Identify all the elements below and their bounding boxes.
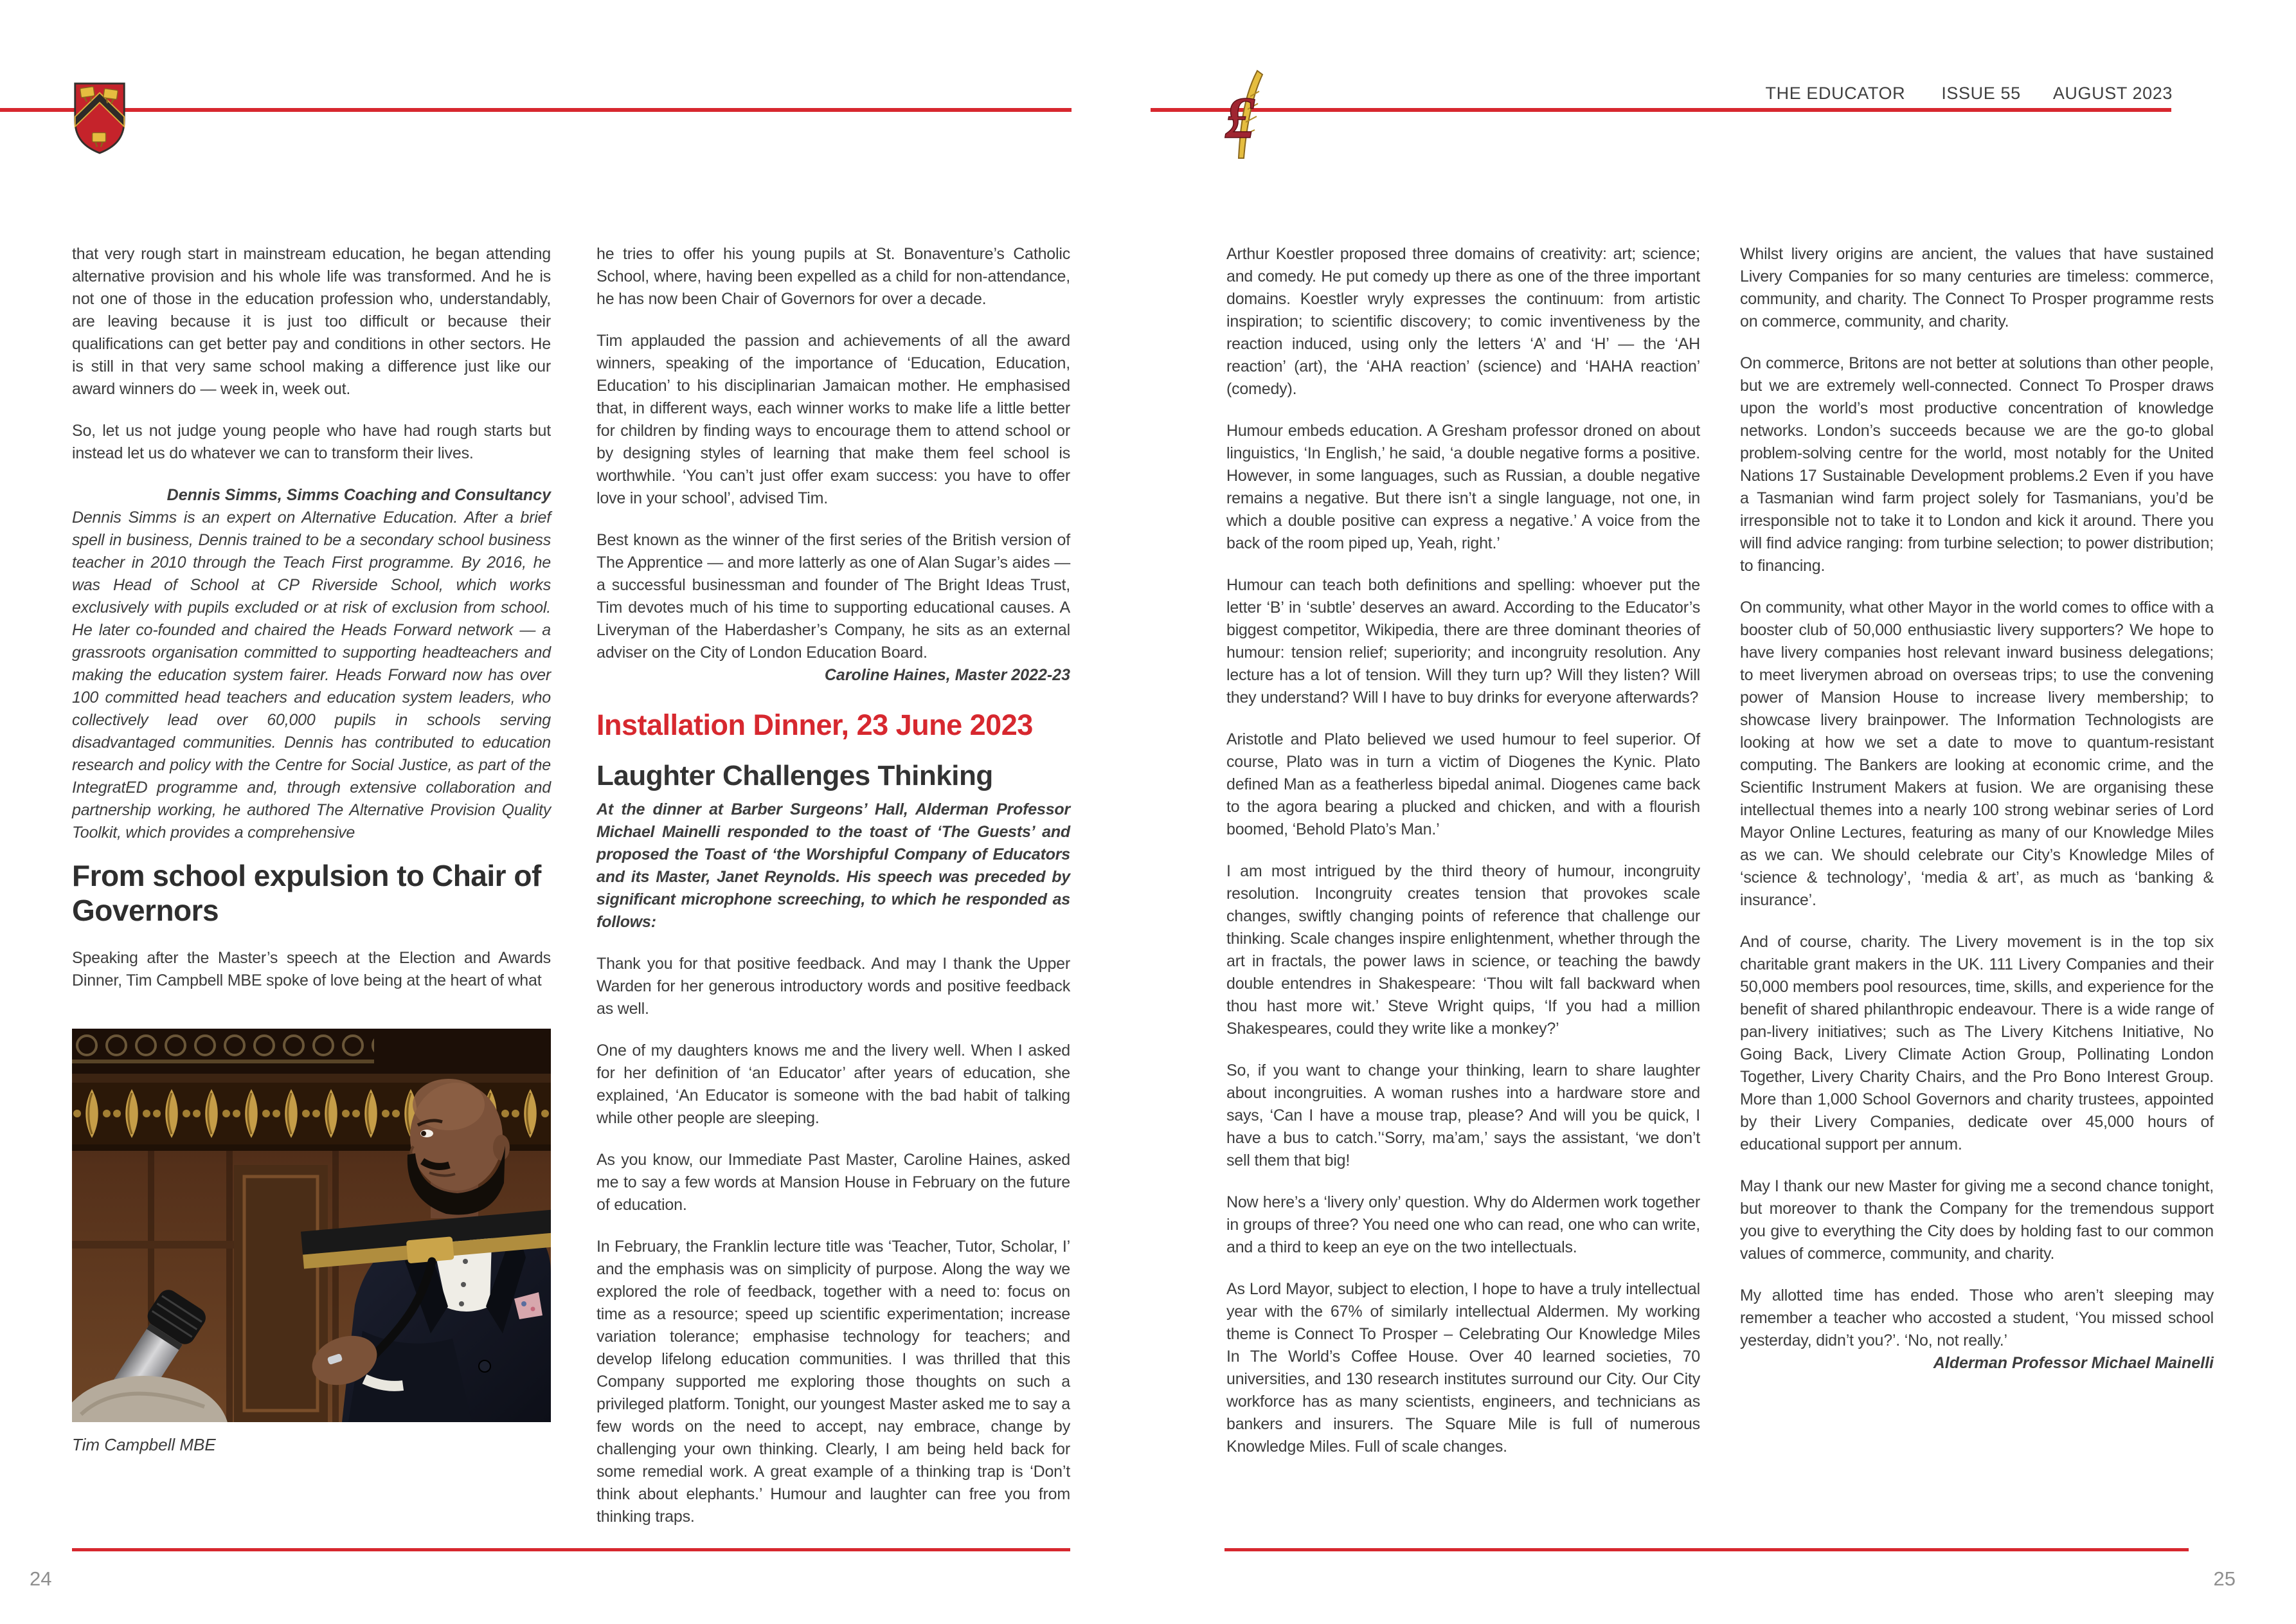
publication-title: THE EDUCATOR: [1765, 84, 1906, 103]
column-4: [1740, 243, 2214, 1375]
bio-paragraph: Dennis Simms is an expert on Alternative Education. After a brief spell in business, Dennis trained to be a secondary school business teacher in 2010 through the Teach First programme. By 2016, he was Head of School at CP Riverside School, which works exclusively with pupils excluded or at risk of exclusion from school. He later co-founded and chaired the Heads Forward network — a grassroots organisation committed to supporting headteachers and making the education system fairer. Heads Forward now has over 100 committed head teachers and education system leaders, who collectively lead over 60,000 pupils in schools serving disadvantaged communities. Dennis has contributed to education research and policy with the Centre for Social Justice, as part of the IntegratED programme and, through extensive collaboration and partnership working, he authored The Alternative Provision Quality Toolkit, which provides a comprehensive: [72, 509, 551, 842]
paragraph: On commerce, Britons are not better at solutions than other people, but we are extremely well-connected. Connect To Prosper draws upon the world’s most productive concentration of knowledge networks. London’s succeeds because we are the go-to global problem-solving centre for the world, most notably for the United Nations 17 Sustainable Development problems.2 Even if you have a Tasmanian wind farm project solely for Tasmanians, you’d be irresponsible not to take it to London and kick it around. There you will find advice ranging: from turbine selection; to power distribution; to financing.: [1740, 354, 2214, 575]
paragraph: I am most intrigued by the third theory of humour, incongruity resolution. Incongruity creates tension that provokes scale changes, swiftly changing points of reference that challenge our thinking. Scale changes inspire enlightenment, whether through the art in fractals, the power laws in science, or teaching the bawdy double entendres in Shakespeare: ‘Thou wilt fall backward when thou hast more wit.’ Steve Wright quips, ‘If you had a million Shakespeares, could they write like a monkey?’: [1226, 862, 1700, 1038]
page-number-left: 24: [30, 1567, 52, 1590]
paragraph: Aristotle and Plato believed we used humour to feel superior. Of course, Plato was in turn a victim of Diogenes the Kynic. Plato defined Man as a featherless bipedal animal. Diogenes came back to the agora bearing a plucked and chicken, and with a flourish boomed, ‘Behold Plato’s Man.’: [1226, 730, 1700, 838]
paragraph: Thank you for that positive feedback. And may I thank the Upper Warden for her generous introductory words and positive feedback as well.: [596, 955, 1070, 1018]
paragraph: that very rough start in mainstream education, he began attending alternative provision and his whole life was transformed. And he is not one of those in the education profession who, understandably, are leaving because it is just too difficult or because their qualifications can get better pay and conditions in other sectors. He is still in that very same school making a difference just like our award winners do — week in, week out.: [72, 245, 551, 398]
paragraph: he tries to offer his young pupils at St. Bonaventure’s Catholic School, where, having been expelled as a child for non-attendance, he has now been Chair of Governors for over a decade.: [596, 245, 1070, 308]
paragraph: Humour embeds education. A Gresham professor droned on about linguistics, ‘In English,’ he said, ‘a double negative forms a positive. However, in some languages, such as Russian, a double negative remains a negative. But there isn’t a single language, not one, in which a double positive can express a negative.’ A voice from the back of the room piped up, Yeah, right.’: [1226, 422, 1700, 552]
paragraph: Now here’s a ‘livery only’ question. Why do Aldermen work together in groups of three? You need one who can read, one who can write, and a third to keep an eye on the two intellectuals.: [1226, 1193, 1700, 1256]
paragraph: Tim applauded the passion and achievements of all the award winners, speaking of the importance of ‘Education, Education, Education’ to his disciplinarian Jamaican mother. He emphasised that, in different ways, each winner works to make life a little better for children by finding ways to encourage them to attend school or by designing styles of learning that make them feel school is worthwhile. ‘You can’t just offer exam success: you have to offer love in your school’, advised Tim.: [596, 332, 1070, 507]
header-rule-left: [0, 108, 1072, 112]
column-2: [596, 243, 1070, 1547]
column-3: [1226, 243, 1700, 1477]
paragraph: Best known as the winner of the first series of the British version of The Apprentice — and more latterly as one of Alan Sugar’s aides — a successful businessman and founder of The Bright Ideas Trust, Tim devotes much of his time to supporting educational causes. A Liveryman of the Haberdasher’s Company, he sits as an external adviser on the City of London Education Board.: [596, 531, 1070, 662]
paragraph: As Lord Mayor, subject to election, I hope to have a truly intellectual year with the 67% of similarly intellectual Aldermen. My working theme is Connect To Prosper – Celebrating Our Knowledge Miles In The World’s Coffee House. Over 40 learned societies, 70 universities, and 130 research institutes surround our City. Our City workforce has as many scientists, engineers, and technicians as bankers and insurers. The Square Mile is full of numerous Knowledge Miles. Full of scale changes.: [1226, 1280, 1700, 1456]
paragraph: One of my daughters knows me and the livery well. When I asked for her definition of ‘an Educator’ after years of education, she explained, ‘An Educator is someone with the bad habit of talking while other people are sleeping.: [596, 1042, 1070, 1127]
attribution-michael-mainelli: Alderman Professor Michael Mainelli: [1933, 1354, 2214, 1372]
pound-quill-icon: [1221, 69, 1273, 161]
paragraph: So, let us not judge young people who have had rough starts but instead let us do whatever we can to transform their lives.: [72, 422, 551, 462]
header-rule-right: [1151, 108, 2171, 112]
paragraph: May I thank our new Master for giving me a second chance tonight, but moreover to thank the Company for the tremendous support you give to everything the City does by holding fast to our common values of commerce, community, and charity.: [1740, 1177, 2214, 1263]
footer-rule-left: [72, 1548, 1070, 1551]
article-subheading-laughter: Laughter Challenges Thinking: [596, 760, 993, 791]
paragraph: On community, what other Mayor in the world comes to office with a booster club of 50,000 enthusiastic livery supporters? We hope to have livery companies host relevant inward business delegations; to meet liverymen abroad on overseas trips; to use the convening power of Mansion House to increase livery membership; to showcase livery brainpower. The Information Technologists are looking at how we set a date to move to quantum-resistant computing. The Bankers are looking at economic crime, and the Scientific Instrument Makers at fusion. We are organising these intellectual themes into a nearly 100 strong webinar series of Lord Mayor Online Lectures, featuring as many of our Knowledge Miles as we can. We should celebrate our City’s Knowledge Miles of ‘science & technology’, ‘media & art’, as much as ‘banking & insurance’.: [1740, 599, 2214, 909]
paragraph: Humour can teach both definitions and spelling: whoever put the letter ‘B’ in ‘subtle’ deserves an award. According to the Educator’s biggest competitor, Wikipedia, there are three dominant theories of humour: tension relief; superiority; and incongruity resolution. Any lecture has a lot of tension. Will they turn up? Will they listen? Will they understand? Will I have to buy drinks for everyone afterwards?: [1226, 576, 1700, 707]
paragraph: So, if you want to change your thinking, learn to share laughter about incongruities. A woman rushes into a hardware store and says, ‘Can I have a mouse trap, please? And will you be quick, I have a bus to catch.’‘Sorry, ma’am,’ says the assistant, ‘we don’t sell them that big!: [1226, 1061, 1700, 1169]
paragraph: Speaking after the Master’s speech at the Election and Awards Dinner, Tim Campbell MBE spoke of love being at the heart of what: [72, 949, 551, 989]
issue-header: [1766, 84, 2173, 104]
section-heading-chair-of-governors: From school expulsion to Chair of Governors: [72, 859, 541, 927]
issue-number: ISSUE 55: [1941, 84, 2021, 103]
paragraph: My allotted time has ended. Those who aren’t sleeping may remember a teacher who accosted a student, ‘You missed school yesterday, didn’t you?’. ‘No, not really.’: [1740, 1286, 2214, 1349]
paragraph: Whilst livery origins are ancient, the values that have sustained Livery Companies for so many centuries are timeless: commerce, community, and charity. The Connect To Prosper programme rests on commerce, community, and charity.: [1740, 245, 2214, 330]
attribution-caroline-haines: Caroline Haines, Master 2022-23: [824, 666, 1070, 684]
issue-date: AUGUST 2023: [2052, 84, 2173, 103]
photo-caption: Tim Campbell MBE: [72, 1435, 216, 1454]
footer-rule-right: [1224, 1548, 2189, 1551]
column-1: [72, 243, 551, 1011]
page-number-right: 25: [2213, 1567, 2236, 1590]
attribution-dennis-simms: Dennis Simms, Simms Coaching and Consultancy: [166, 486, 551, 504]
paragraph: As you know, our Immediate Past Master, Caroline Haines, asked me to say a few words at Mansion House in February on the future of education.: [596, 1151, 1070, 1214]
svg-text:£: £: [1225, 85, 1255, 150]
intro-paragraph: At the dinner at Barber Surgeons’ Hall, Alderman Professor Michael Mainelli responded to the toast of ‘The Guests’ and proposed the Toast of ‘the Worshipful Company of Educators and its Master, Janet Reynolds. His speech was preceded by significant microphone screeching, to which he responded as follows:: [596, 800, 1070, 931]
article-heading-installation-dinner: Installation Dinner, 23 June 2023: [596, 708, 1033, 741]
paragraph: In February, the Franklin lecture title was ‘Teacher, Tutor, Scholar, I’ and the emphasis was on simplicity of purpose. Along the way we explored the role of feedback, together with a need to: focus on time as a resource; speed up scientific experimentation; increase variation tolerance; emphasise technology for teachers; and develop lifelong education communities. I was thrilled that this Company supported me exploring those thoughts on such a privileged platform. Tonight, our youngest Master asked me to say a few words on the need to accept, nay embrace, change by challenging your own thinking. Clearly, I am being held back for some remedial work. A great example of a thinking trap is ‘Don’t think about elephants.’ Humour and laughter can free you from thinking traps.: [596, 1238, 1070, 1526]
paragraph: And of course, charity. The Livery movement is in the top six charitable grant makers in the UK. 111 Livery Companies and their 50,000 members pool resources, time, skills, and experience for the benefit of shared philanthropic endeavour. There is a wide range of pan-livery initiatives; such as The Livery Kitchens Initiative, No Going Back, Livery Climate Action Group, Pollinating London Together, Livery Charity Chairs, and the Pro Bono Interest Group. More than 1,000 School Governors and charity trustees, appointed by their Livery Companies, dedicate over 45,000 hours of educational support per annum.: [1740, 933, 2214, 1153]
coat-of-arms-icon: [72, 81, 127, 155]
paragraph: Arthur Koestler proposed three domains of creativity: art; science; and comedy. He put comedy up there as one of the three important domains. Koestler wryly expresses the continuum: from artistic inspiration; to scientific discovery; to comic inventiveness by the reaction induced, using only the letters ‘A’ and ‘H’ — the ‘AH reaction’ (art), the ‘AHA reaction’ (science) and ‘HAHA reaction’ (comedy).: [1226, 245, 1700, 398]
photo-tim-campbell: [72, 1029, 551, 1422]
